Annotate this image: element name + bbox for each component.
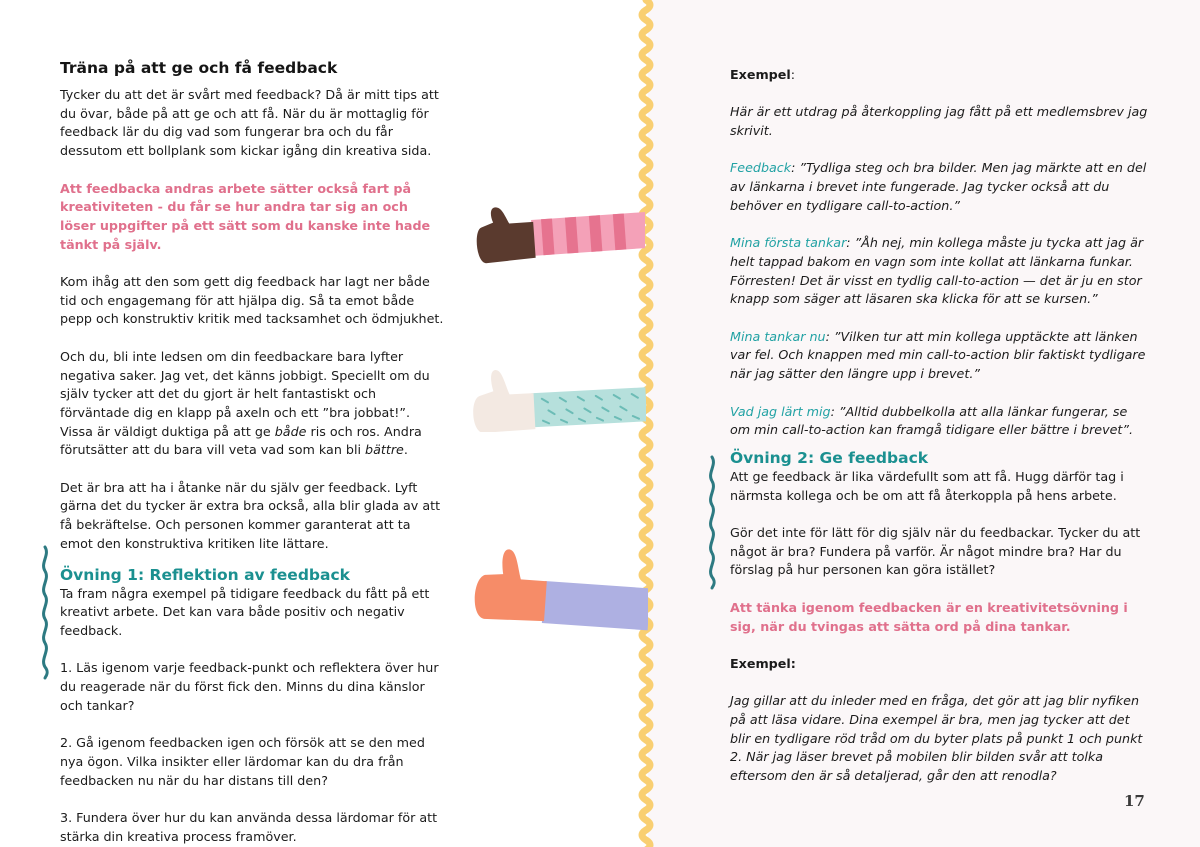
example-colon: : — [790, 67, 795, 82]
exercise-2-intro: Att ge feedback är lika värdefullt som att få. Hugg därför tag i närmsta kollega och be om att få återkoppla på hens arbete. — [730, 468, 1124, 503]
thoughts-now-quote — [730, 328, 1150, 384]
thoughts-now-text: : ”Vilken tur att min kollega upptäckte att länken var fel. Och knappen med min call-to-action blir faktiskt tydligare när jag sätter den längre upp i brevet.” — [730, 328, 1146, 382]
exercise-1-step-2: 2. Gå igenom feedbacken igen och försök att se den med nya ögon. Vilka insikter eller lärdomar kan du dra från feedbacken nu när du har distans till den? — [60, 735, 425, 788]
exercise-2-example-label: Exempel: — [730, 655, 796, 671]
thumbs-up-beige-icon — [466, 362, 646, 432]
negative-text-end: . — [403, 442, 408, 458]
first-thoughts-label: Mina första tankar — [730, 235, 847, 251]
negative-text-emphasis-battre: bättre — [365, 442, 404, 458]
thoughts-now-label: Mina tankar nu — [730, 328, 826, 344]
learned-label: Vad jag lärt mig — [730, 403, 831, 419]
exercise-1-step-3: 3. Fundera över hur du kan använda dessa lärdomar för att stärka din kreativa process framöver. — [60, 809, 438, 844]
negative-feedback-paragraph — [60, 348, 445, 460]
exercise-2-title: Övning 2: Ge feedback — [730, 448, 929, 467]
exercise-2-highlight: Att tänka igenom feedbacken är en kreativitetsövning i sig, när du tvingas att sätta ord på dina tankar. — [730, 599, 1128, 634]
intro-paragraph: Tycker du att det är svårt med feedback? Då är mitt tips att du övar, både på att ge och att få. När du är mottaglig för feedback lär du dig vad som fungerar bra och du får dessutom ett bollplank som kickar igång din kreativa sida. — [60, 87, 439, 159]
example-label: Exempel — [730, 67, 791, 82]
example-intro: Här är ett utdrag på återkoppling jag fått på ett medlemsbrev jag skrivit. — [730, 104, 1148, 139]
example-heading — [730, 66, 1150, 85]
negative-text-c: ris och ros. Andra förutsätter att du bara vill veta vad som kan bli — [60, 423, 422, 458]
exercise-1-intro: Ta fram några exempel på tidigare feedback du fått på ett kreativt arbete. Det kan vara både positiv och negativ feedback. — [60, 585, 430, 638]
feedback-text: : ”Tydliga steg och bra bilder. Men jag märkte att en del av länkarna i brevet inte fungerade. Jag tycker också att du behöver en tydligare call-to-action.” — [730, 160, 1147, 213]
feedback-quote — [730, 159, 1150, 215]
first-thoughts-text: : ”Åh nej, min kollega måste ju tycka att jag är helt tappad bakom en vagn som inte kollat att länkarna funkar. Förresten! Det är visst en tydlig call-to-action — det är ju en stor knapp som säger att läsaren ska klicka för att se kursen.” — [730, 235, 1144, 307]
page-title: Träna på att ge och få feedback — [60, 59, 338, 77]
exercise-1-title: Övning 1: Reflektion av feedback — [60, 565, 350, 584]
right-column — [730, 66, 1150, 786]
pink-highlight-paragraph: Att feedbacka andras arbete sätter också fart på kreativiteten - du får se hur andra tar sig an och löser uppgifter på ett sätt som du kanske inte hade tänkt på själv. — [60, 180, 431, 252]
remember-paragraph: Kom ihåg att den som gett dig feedback har lagt ner både tid och engagemang för att hjälpa dig. Så ta emot både pepp och konstruktiv kritik med tacksamhet och ödmjukhet. — [60, 274, 444, 327]
negative-text-emphasis-bade: både — [274, 423, 307, 439]
learned-quote — [730, 403, 1150, 440]
feedback-label: Feedback — [730, 160, 792, 176]
first-thoughts-quote — [730, 234, 1150, 309]
thumbs-up-brown-icon — [470, 198, 645, 268]
exercise-2-body: Gör det inte för lätt för dig själv när du feedbackar. Tycker du att något är bra? Fundera på varför. Är något mindre bra? Har du förslag på hur personen kan göra istället? — [730, 525, 1141, 578]
page-number: 17 — [1124, 792, 1145, 810]
exercise-1-step-1: 1. Läs igenom varje feedback-punkt och reflektera över hur du reagerade när du först fick den. Minns du dina känslor och tankar? — [60, 660, 439, 713]
left-column — [60, 58, 445, 846]
keep-in-mind-paragraph: Det är bra att ha i åtanke när du själv ger feedback. Lyft gärna det du tycker är extra bra också, alla blir glada av att få bekräftelse. Och personen kommer garanterat att ta emot den konstruktiva kritiken lite lättare. — [60, 479, 441, 551]
negative-text-a: Och du, bli inte ledsen om din feedbackare bara lyfter negativa saker. Jag vet, det känns jobbigt. Speciellt om du själv tycker att det du gjort är helt fantastiskt och förväntade dig en klapp på axeln och ett ”bra jobbat!”. Vissa är väldigt duktiga på att ge — [60, 348, 430, 439]
exercise-2-example-text: Jag gillar att du inleder med en fråga, det gör att jag blir nyfiken på att läsa vidare. Dina exempel är bra, men jag tycker att det blir en tydligare röd tråd om du byter plats på punkt 1 och punkt 2. När jag läser brevet på mobilen blir bilden svår att tolka eftersom den är så detaljerad, går den att renodla? — [730, 693, 1143, 784]
tilde-decoration-left — [38, 545, 52, 680]
tilde-decoration-right — [705, 455, 719, 590]
learned-text: : ”Alltid dubbelkolla att alla länkar fungerar, se om min call-to-action kan framgå tidigare eller bättre i brevet”. — [730, 403, 1134, 438]
thumbs-up-coral-icon — [468, 548, 648, 638]
